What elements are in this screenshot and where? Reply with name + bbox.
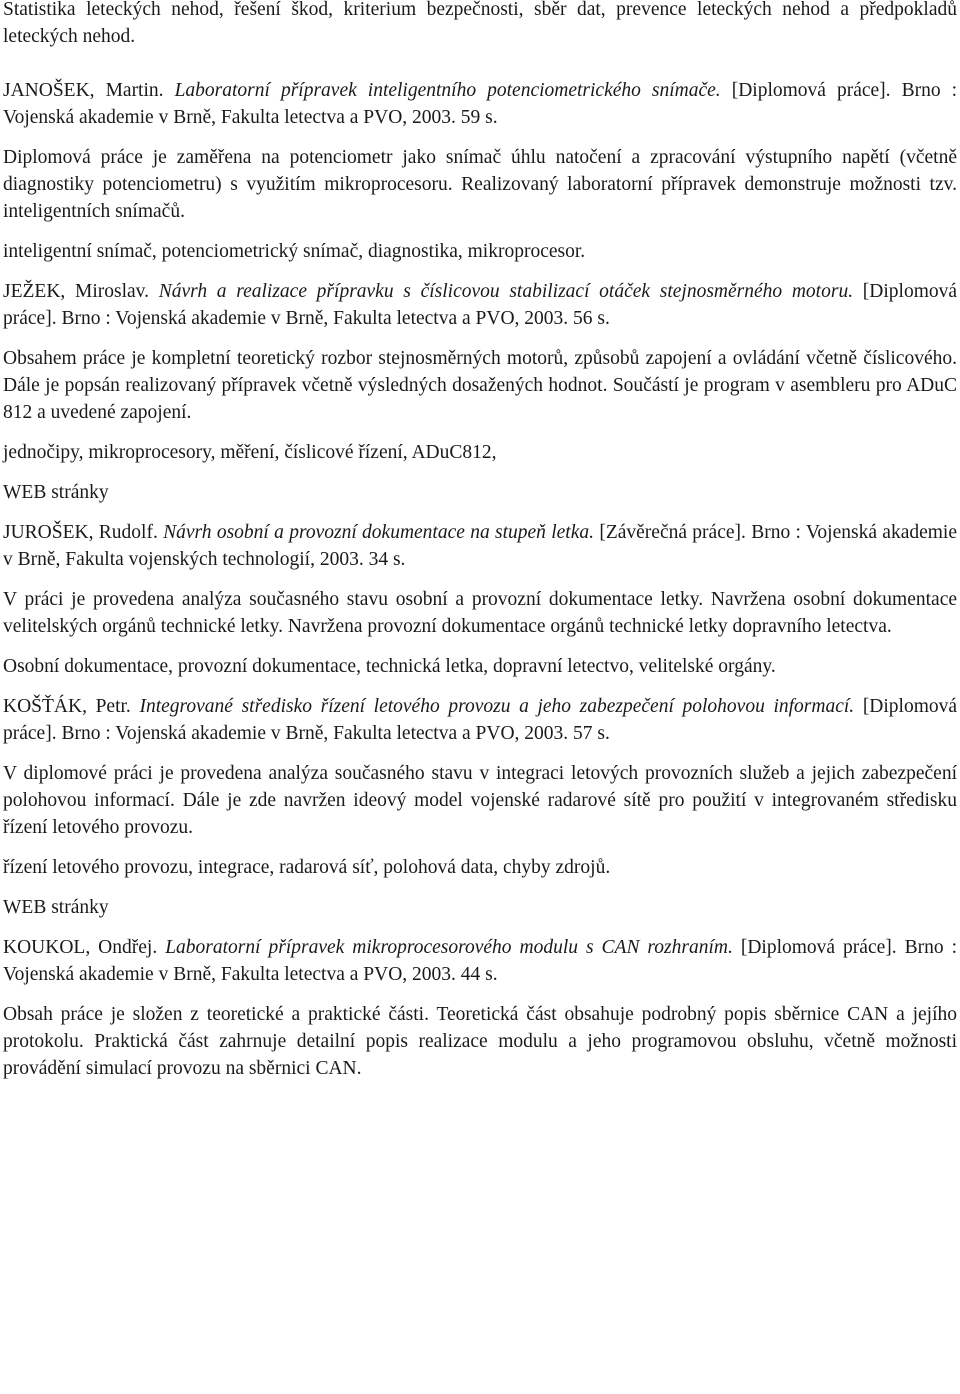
keywords-paragraph: řízení letového provozu, integrace, radarová síť, polohová data, chyby zdrojů. — [3, 857, 611, 878]
citation-author: KOUKOL, Ondřej. — [3, 937, 158, 958]
citation-title: Laboratorní přípravek inteligentního potenciometrického snímače. — [174, 80, 721, 101]
keywords-paragraph: inteligentní snímač, potenciometrický snímač, diagnostika, mikroprocesor. — [3, 241, 586, 262]
citation-janosek — [3, 77, 957, 131]
citation-title: Laboratorní přípravek mikroprocesorového modulu s CAN rozhraním. — [165, 937, 733, 958]
citation-title: Návrh a realizace přípravku s číslicovou stabilizací otáček stejnosměrného motoru. — [158, 281, 854, 302]
citation-author: KOŠŤÁK, Petr. — [3, 696, 131, 717]
citation-source: [Diplomová práce]. Brno : Vojenská akademie v Brně, Fakulta letectva a PVO, 2003. 57 s. — [3, 696, 958, 744]
citation-author: JUROŠEK, Rudolf. — [3, 522, 158, 543]
citation-source: [Závěrečná práce]. Brno : Vojenská akademie v Brně, Fakulta vojenských technologií, 2003. 34 s. — [3, 522, 958, 570]
citation-source: [Diplomová práce]. Brno : Vojenská akademie v Brně, Fakulta letectva a PVO, 2003. 59 s. — [3, 80, 958, 128]
citation-title: Návrh osobní a provozní dokumentace na stupeň letka. — [163, 522, 595, 543]
citation-author: JEŽEK, Miroslav. — [3, 281, 149, 302]
abstract-paragraph: V diplomové práci je provedena analýza současného stavu v integraci letových provozních služeb a jejich zabezpečení polohovou informací. Dále je zde navržen ideový model vojenské radarové sítě pro použití v integrovaném středisku řízení letového provozu. — [3, 763, 957, 838]
citation-source: [Diplomová práce]. Brno : Vojenská akademie v Brně, Fakulta letectva a PVO, 2003. 56 s. — [3, 281, 958, 329]
citation-koukol — [3, 934, 957, 988]
citation-jezek — [3, 278, 957, 332]
keywords-paragraph: jednočipy, mikroprocesory, měření, číslicové řízení, ADuC812, — [3, 442, 497, 463]
web-link[interactable]: WEB stránky — [3, 482, 109, 503]
web-link[interactable]: WEB stránky — [3, 897, 109, 918]
abstract-paragraph: V práci je provedena analýza současného stavu osobní a provozní dokumentace letky. Navržena osobní dokumentace velitelských orgánů technické letky. Navržena provozní dokumentace orgánů technické letky dopravního letectva. — [3, 589, 957, 637]
citation-title: Integrované středisko řízení letového provozu a jeho zabezpečení polohovou informací. — [139, 696, 855, 717]
abstract-paragraph: Obsah práce je složen z teoretické a praktické části. Teoretická část obsahuje podrobný popis sběrnice CAN a jejího protokolu. Praktická část zahrnuje detailní popis realizace modulu a jeho programovou obsluhu, včetně možnosti provádění simulací provozu na sběrnici CAN. — [3, 1004, 957, 1079]
abstract-paragraph: Diplomová práce je zaměřena na potenciometr jako snímač úhlu natočení a zpracování výstupního napětí (včetně diagnostiky potenciometru) s využitím mikroprocesoru. Realizovaný laboratorní přípravek demonstruje možnosti tzv. inteligentních snímačů. — [3, 147, 957, 222]
citation-source: [Diplomová práce]. Brno : Vojenská akademie v Brně, Fakulta letectva a PVO, 2003. 44 s. — [3, 937, 958, 985]
document-body — [3, 0, 957, 1095]
citation-kostak — [3, 693, 957, 747]
abstract-paragraph: Obsahem práce je kompletní teoretický rozbor stejnosměrných motorů, způsobů zapojení a ovládání včetně číslicového. Dále je popsán realizovaný přípravek včetně výsledných dosažených hodnot. Součástí je program v asembleru pro ADuC 812 a uvedené zapojení. — [3, 348, 957, 423]
keywords-paragraph: Osobní dokumentace, provozní dokumentace, technická letka, dopravní letectvo, velitelské orgány. — [3, 656, 776, 677]
keywords-paragraph: Statistika leteckých nehod, řešení škod, kriterium bezpečnosti, sběr dat, prevence leteckých nehod a předpokladů leteckých nehod. — [3, 0, 957, 47]
citation-author: JANOŠEK, Martin. — [3, 80, 164, 101]
citation-jurosek — [3, 519, 957, 573]
